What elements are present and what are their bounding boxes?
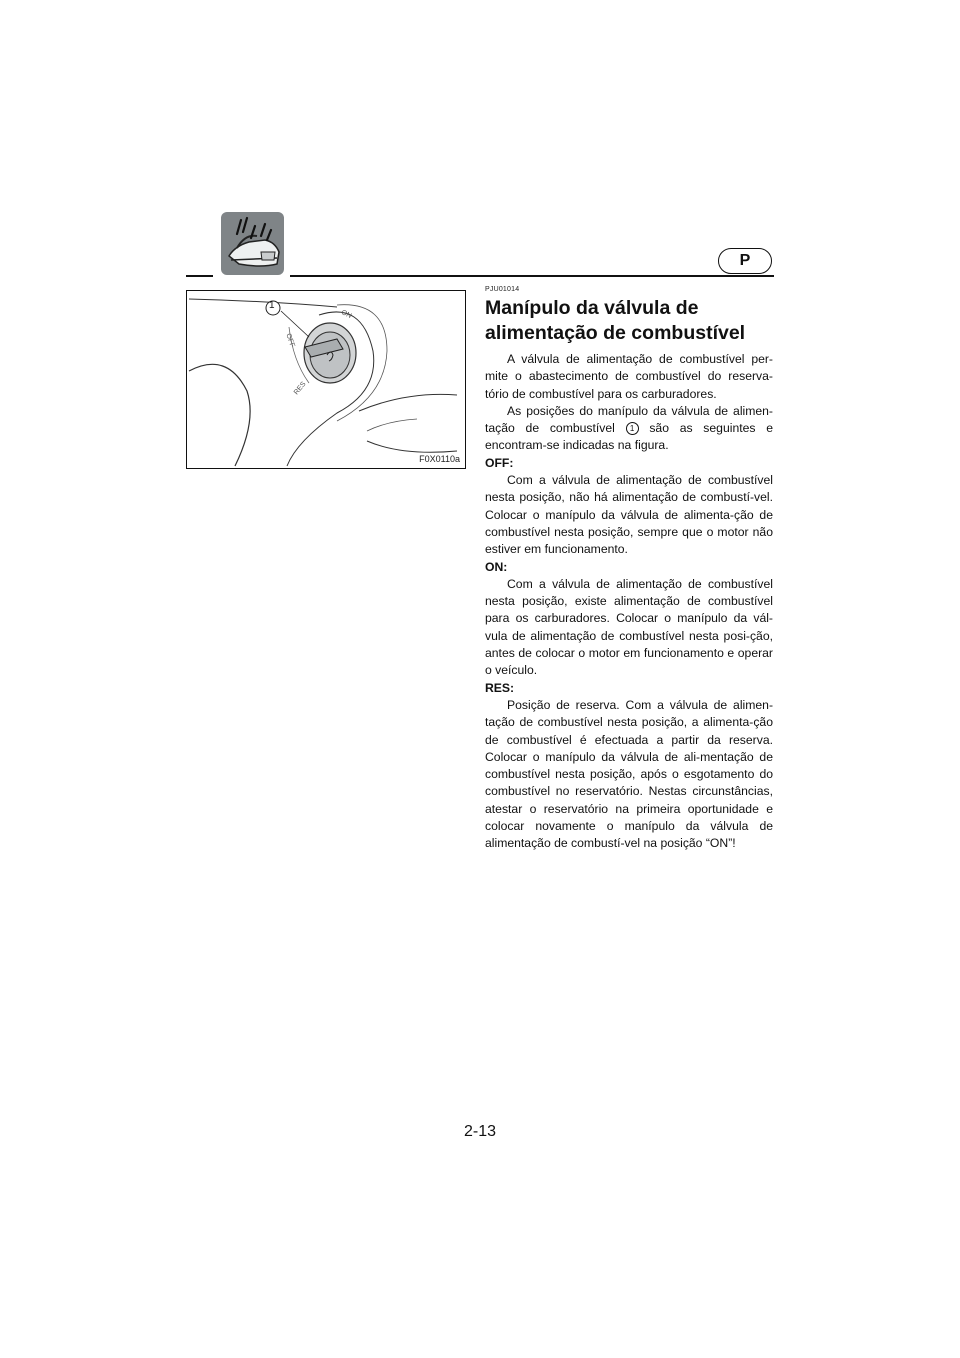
language-badge-label: P [739,252,751,269]
watercraft-section-icon [221,212,284,275]
section-title-line1: Manípulo da válvula de [485,297,699,319]
header-rule-left [186,275,213,277]
position-on-label: ON [340,309,353,320]
position-off-label: OFF [284,332,296,349]
off-description: Com a válvula de alimentação de combustível nesta posição, não há alimentação de combustí-vel. Colocar o manípulo da válvula de alimenta-ção de combustível nesta posição, sempre que o motor não estiver em funcionamento. [485,473,773,557]
res-description: Posição de reserva. Com a válvula de alimen-tação de combustível nesta posição, a alimenta-ção de combustível é efectuada a partir da reserva. Colocar o manípulo da válvula de ali-mentação de combustível nesta posição, após o esgotamento do combustível no reservatório. Nestas circunstâncias, atestar o reservatório na primeira oportunidade e colocar novamente o manípulo da válvula de alimentação de combustí-vel na posição “ON”! [485,697,773,851]
figure-callout-1: 1 [269,300,275,311]
intro-paragraph-2 [485,403,773,455]
section-title [485,296,773,346]
figure-code: F0X0110a [419,454,460,464]
section-title-line2: alimentação de combustível [485,322,746,344]
intro2-part-b: são as seguintes e encontram-se indicadas na figura. [485,421,773,453]
intro2-part-a: As posições do manípulo da válvula de alimen-tação de combustível [485,403,773,436]
res-label: RES: [485,680,515,695]
intro-paragraph-1: A válvula de alimentação de combustível per-mite o abastecimento de combustível do reserva-tório de combustível para os carburadores. [485,352,773,401]
section-content [485,286,773,853]
section-code: PJU01014 [485,286,520,293]
on-description: Com a válvula de alimentação de combustível nesta posição, existe alimentação de combustível para os carburadores. Colocar o manípulo da vál-vula de alimentação de combustível nesta posi-ção, antes de colocar o motor em funcionamento e operar o veículo. [485,576,773,678]
fuel-cock-figure [186,290,466,469]
position-res-label: RES [292,380,308,397]
off-label: OFF: [485,455,514,470]
fuel-cock-illustration [187,291,465,468]
reference-marker-1: 1 [626,422,639,435]
header-rule-right [290,275,774,277]
language-badge [718,248,772,274]
on-label: ON: [485,559,508,574]
page-number: 2-13 [463,1123,497,1140]
